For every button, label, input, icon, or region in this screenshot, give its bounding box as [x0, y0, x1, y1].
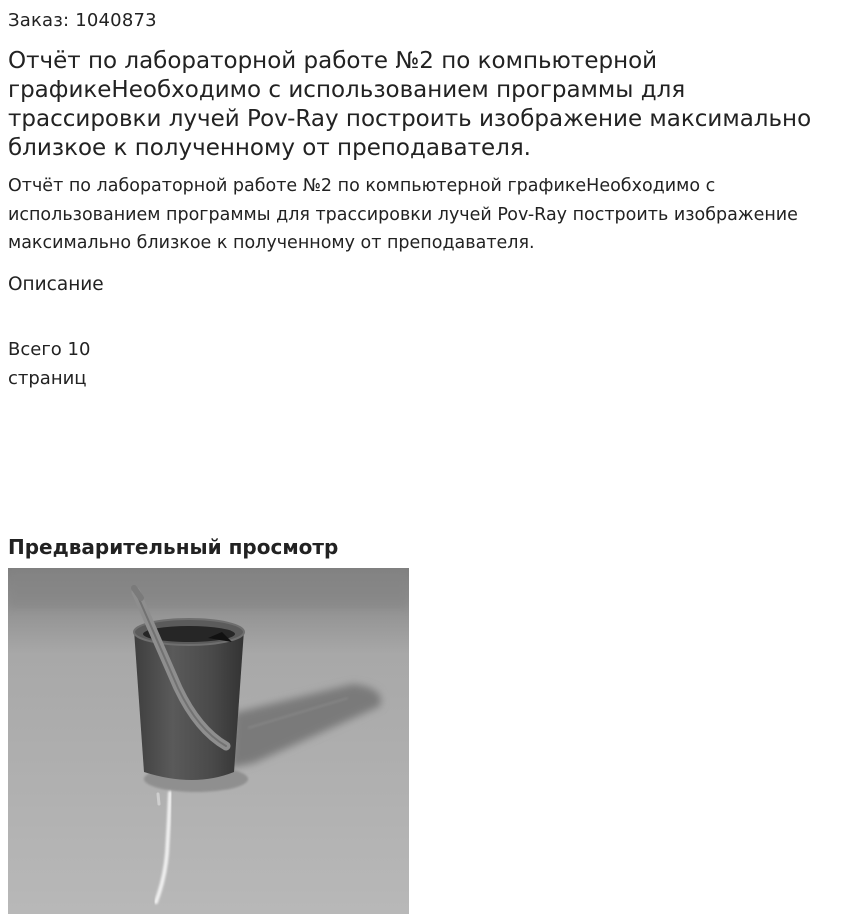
page-title: Отчёт по лабораторной работе №2 по компьютерной графикеНеобходимо с использованием программы для трассировки лучей Pov-Ray построить изображение максимально близкое к полученному от преподавателя. [8, 48, 812, 161]
page-count: Всего 10 страниц [8, 339, 91, 389]
preview-heading: Предварительный просмотр [8, 535, 339, 559]
order-number: Заказ: 1040873 [8, 10, 157, 31]
description-label: Описание [8, 274, 104, 295]
preview-image [8, 568, 409, 914]
description-text: Отчёт по лабораторной работе №2 по компьютерной графикеНеобходимо с использованием программы для трассировки лучей Pov-Ray построить изображение максимально близкое к полученному от преподавателя. [8, 176, 798, 253]
